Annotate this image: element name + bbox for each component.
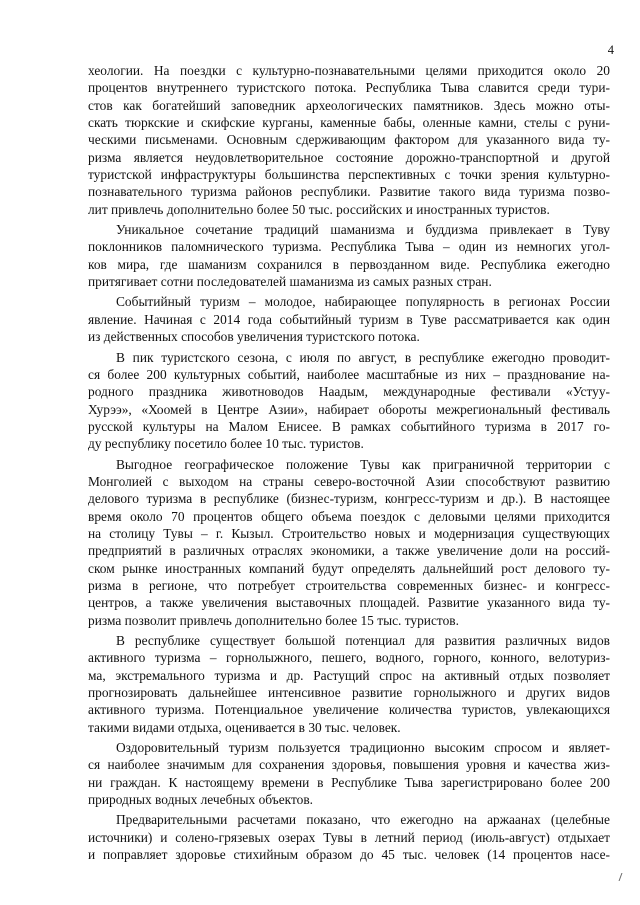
text-line: притягивает сотни последователей шаманизма из самых разных стран. [88,274,492,290]
paragraph [88,221,610,290]
text-line: родного праздника животноводов Наадым, международные фестивали «Устуу- [88,384,610,400]
text-line: время около 70 процентов общего объема поездок с деловыми целями приходится [88,508,610,524]
paragraph [88,739,610,808]
text-line: поклонников паломнического туризма. Республика Тыва – один из немногих угол- [88,239,610,255]
text-line: Предварительными расчетами показано, что ежегодно на аржаанах (целебные [116,812,610,828]
text-line: стов как богатейший заповедник археологических памятников. Здесь можно оты- [88,97,610,113]
paragraph [88,62,610,218]
text-line: из действенных способов увеличения туристского потока. [88,329,420,345]
text-line: ков мира, где шаманизм сохранился в первозданном виде. Республика ежегодно [88,256,610,272]
text-line: туристской инфраструктуры большинства перспективных с точки зрения культурно- [88,167,610,183]
text-line: ском рынке иностранных компаний будут определять дальнейший рост делового ту- [88,560,610,576]
text-line: ся наиболее значимым для сохранения здоровья, повышения уровня и качества жиз- [88,757,610,773]
text-line: ся более 200 культурных событий, наиболее масштабные из них – празднование на- [88,366,610,382]
text-line: ризма позволит привлечь дополнительно более 15 тыс. туристов. [88,612,459,628]
text-line: русской культуры на Малом Енисее. В рамках событийного туризма в 2017 го- [88,418,610,434]
text-line: В пик туристского сезона, с июля по август, в республике ежегодно проводит- [116,349,610,365]
text-line: предприятий в различных отраслях экономики, а также увеличение доли на россий- [88,543,610,559]
paragraph [88,456,610,629]
text-line: скать тюркские и скифские курганы, каменные бабы, оленные камни, стелы с руни- [88,115,610,131]
text-line: Событийный туризм – молодое, набирающее популярность в регионах России [116,294,610,310]
scan-mark [619,873,626,881]
text-line: лит привлечь дополнительно более 50 тыс. российских и иностранных туристов. [88,201,550,217]
text-line: Выгодное географическое положение Тувы как приграничной территории с [116,456,610,472]
paragraph [88,632,610,736]
text-line: активного туризма – горнолыжного, пешего, водного, горного, конного, велотуриз- [88,650,610,666]
text-line: явление. Начиная с 2014 года событийный туризм в Туве рассматривается как один [88,311,610,327]
text-line: ни граждан. К настоящему времени в Республике Тыва зарегистрировано более 200 [88,774,610,790]
text-line: ческими письменами. Основным сдерживающим фактором для указанного вида ту- [88,132,610,148]
text-line: источники) и солено-грязевых озерах Тувы в летний период (июль-август) отдыхает [88,829,610,845]
text-line: ризма в регионе, что потребует строительства современных бизнес- и конгресс- [88,577,610,593]
text-line: познавательного туризма районов республики. Развитие такого вида туризма позво- [88,184,610,200]
paragraph [88,349,610,453]
text-line: Хурээ», «Хоомей в Центре Азии», набирает обороты межрегиональный фестиваль [88,401,610,417]
text-line: В республике существует большой потенциал для развития различных видов [116,633,610,648]
text-line: ма, экстремального туризма и др. Растущий спрос на активный отдых позволяет [88,667,610,683]
page-number: 4 [607,43,614,57]
paragraph [88,811,610,863]
text-line: ризма является неудовлетворительное состояние дорожно-транспортной и другой [88,149,610,165]
paragraph [88,293,610,345]
text-line: процентов внутреннего туристского потока. Республика Тыва славится среди тури- [88,80,610,96]
text-line: и поправляет здоровье стихийным образом до 45 тыс. человек (14 процентов насе- [88,847,610,863]
text-line: Уникальное сочетание традиций шаманизма и буддизма привлекает в Туву [116,222,610,238]
text-line: Оздоровительный туризм пользуется традиционно высоким спросом и являет- [116,740,610,756]
text-line: центров, а также увеличения выставочных площадей. Развитие указанного вида ту- [88,595,610,611]
text-line: такими видами отдыха, оценивается в 30 тыс. человек. [88,719,401,735]
text-line: хеологии. На поездки с культурно-познавательными целями приходится около 20 [88,63,610,78]
text-line: активного туризма. Потенциальное увеличение количества туристов, увлекающихся [88,702,610,718]
text-line: делового туризма в республике (бизнес-туризм, конгресс-туризм и др.). В настоящее [88,491,610,507]
text-line: природных водных лечебных объектов. [88,792,314,808]
text-line: ду республику посетило более 10 тыс. туристов. [88,436,364,452]
text-line: прогнозировать дальнейшее интенсивное развитие горнолыжного и других видов [88,685,610,701]
text-line: Монголией с выходом на страны северо-восточной Азии способствуют развитию [88,473,610,489]
text-line: на столицу Тувы – г. Кызыл. Строительство новых и модернизация существующих [88,525,610,541]
document-body [88,62,610,863]
